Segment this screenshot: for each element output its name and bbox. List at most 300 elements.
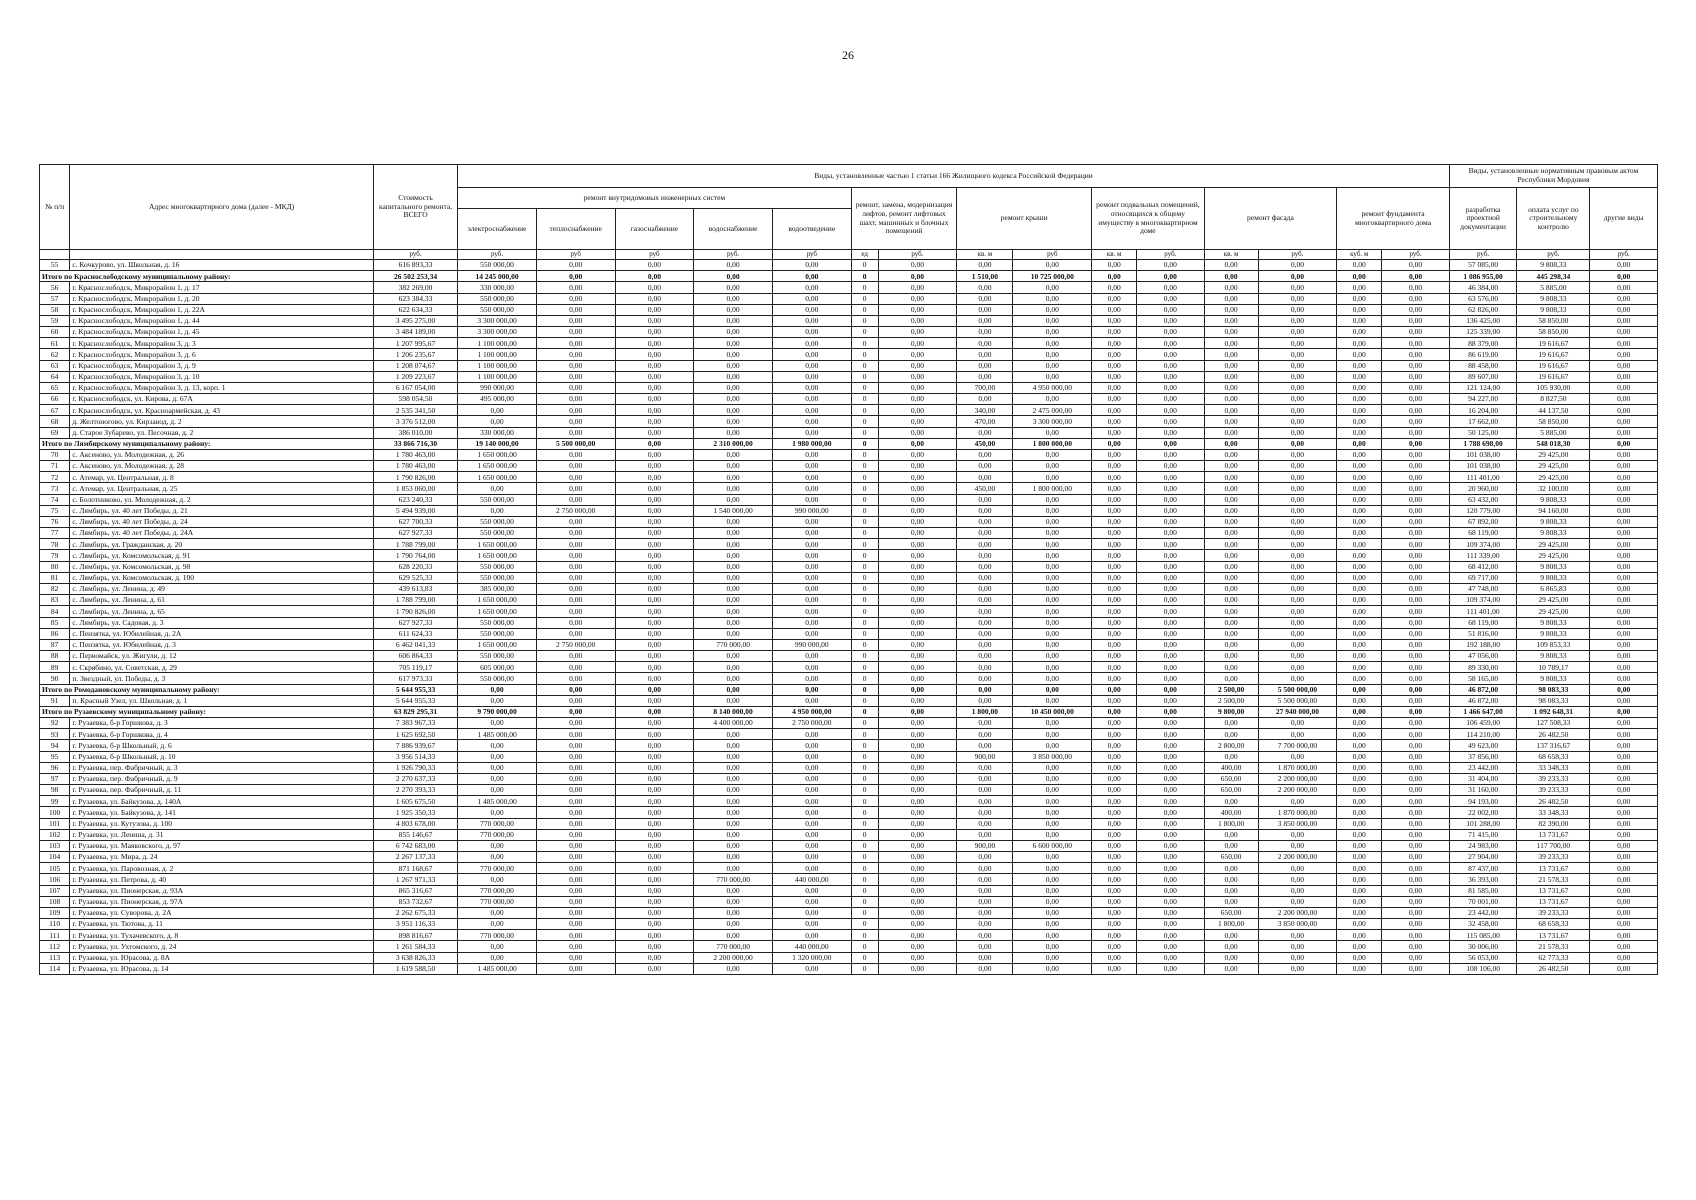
value-cell: 0,00 bbox=[1092, 461, 1137, 472]
value-cell: 0,00 bbox=[1590, 863, 1658, 874]
value-cell: 0 bbox=[851, 919, 878, 930]
value-cell: 0,00 bbox=[1337, 885, 1382, 896]
value-cell: 550 000,00 bbox=[458, 628, 537, 639]
value-cell: 0,00 bbox=[1590, 963, 1658, 974]
value-cell: 24 983,00 bbox=[1449, 840, 1516, 851]
value-cell: 0 bbox=[851, 539, 878, 550]
value-cell: 0,00 bbox=[1382, 695, 1450, 706]
district-total-label: Итого по Краснослободскому муниципальному району: bbox=[40, 271, 374, 282]
value-cell: 0,00 bbox=[1382, 617, 1450, 628]
value-cell: 0,00 bbox=[1204, 639, 1258, 650]
value-cell: 1 100 000,00 bbox=[458, 349, 537, 360]
value-cell: 0,00 bbox=[1137, 595, 1204, 606]
value-cell: 0,00 bbox=[536, 304, 615, 315]
value-cell: 0,00 bbox=[878, 907, 957, 918]
table-row bbox=[40, 673, 1658, 684]
value-cell: 0 bbox=[851, 438, 878, 449]
value-cell: 0,00 bbox=[1137, 472, 1204, 483]
value-cell: 3 951 116,33 bbox=[373, 919, 457, 930]
value-cell: 0,00 bbox=[878, 840, 957, 851]
value-cell: 617 973,33 bbox=[373, 673, 457, 684]
value-cell: 4 400 000,00 bbox=[694, 718, 773, 729]
table-row bbox=[40, 394, 1658, 405]
value-cell: 0,00 bbox=[1337, 461, 1382, 472]
row-number: 82 bbox=[40, 583, 70, 594]
value-cell: 0,00 bbox=[1092, 472, 1137, 483]
value-cell: 0,00 bbox=[1590, 852, 1658, 863]
table-row bbox=[40, 282, 1658, 293]
value-cell: 0,00 bbox=[1204, 382, 1258, 393]
table-row bbox=[40, 528, 1658, 539]
district-total-label: Итого по Лямбирскому муниципальному району: bbox=[40, 438, 374, 449]
value-cell: 1 650 000,00 bbox=[458, 639, 537, 650]
header-engineering: ремонт внутридомовых инженерных систем bbox=[458, 188, 851, 209]
value-cell: 0,00 bbox=[694, 651, 773, 662]
value-cell: 109 853,33 bbox=[1517, 639, 1590, 650]
value-cell: 8 140 000,00 bbox=[694, 706, 773, 717]
value-cell: 0,00 bbox=[772, 405, 851, 416]
value-cell: 0,00 bbox=[1382, 371, 1450, 382]
value-cell: 0,00 bbox=[615, 315, 694, 326]
value-cell: 30 006,00 bbox=[1449, 941, 1516, 952]
value-cell: 0,00 bbox=[1590, 628, 1658, 639]
value-cell: 0,00 bbox=[1092, 260, 1137, 271]
value-cell: 0,00 bbox=[536, 952, 615, 963]
value-cell: 0,00 bbox=[615, 595, 694, 606]
value-cell: 0,00 bbox=[1137, 941, 1204, 952]
value-cell: 9 808,33 bbox=[1517, 628, 1590, 639]
value-cell: 0,00 bbox=[1337, 818, 1382, 829]
value-cell: 0,00 bbox=[772, 919, 851, 930]
table-header bbox=[40, 165, 1658, 260]
value-cell: 0,00 bbox=[1337, 930, 1382, 941]
value-cell: 0,00 bbox=[536, 338, 615, 349]
value-cell: 990 000,00 bbox=[772, 639, 851, 650]
value-cell: 0,00 bbox=[1337, 639, 1382, 650]
value-cell: 0,00 bbox=[1204, 606, 1258, 617]
value-cell: 0,00 bbox=[1382, 472, 1450, 483]
value-cell: 0,00 bbox=[957, 516, 1013, 527]
row-address: г. Рузаевка, ул. Тухачевского, д. 8 bbox=[70, 930, 374, 941]
value-cell: 0,00 bbox=[957, 327, 1013, 338]
value-cell: 0,00 bbox=[1092, 684, 1137, 695]
value-cell: 0,00 bbox=[957, 338, 1013, 349]
value-cell: 0,00 bbox=[878, 941, 957, 952]
table-row bbox=[40, 516, 1658, 527]
value-cell: 29 425,00 bbox=[1517, 595, 1590, 606]
value-cell: 445 298,34 bbox=[1517, 271, 1590, 282]
row-number: 65 bbox=[40, 382, 70, 393]
table-row bbox=[40, 762, 1658, 773]
row-address: с. Лямбирь, ул. 40 лет Победы, д. 24 bbox=[70, 516, 374, 527]
value-cell: 0,00 bbox=[1204, 628, 1258, 639]
value-cell: 3 850 000,00 bbox=[1013, 751, 1092, 762]
value-cell: 0 bbox=[851, 651, 878, 662]
value-cell: 0,00 bbox=[1382, 662, 1450, 673]
row-number: 100 bbox=[40, 807, 70, 818]
value-cell: 0,00 bbox=[1337, 773, 1382, 784]
value-cell: 1 267 971,33 bbox=[373, 874, 457, 885]
row-number: 86 bbox=[40, 628, 70, 639]
value-cell: 0,00 bbox=[1092, 405, 1137, 416]
value-cell: 120 779,00 bbox=[1449, 505, 1516, 516]
value-cell: 0,00 bbox=[694, 472, 773, 483]
value-cell: 0,00 bbox=[1590, 394, 1658, 405]
value-cell: 0,00 bbox=[694, 427, 773, 438]
value-cell: 0,00 bbox=[615, 572, 694, 583]
value-cell: 1 209 223,67 bbox=[373, 371, 457, 382]
value-cell: 0,00 bbox=[772, 449, 851, 460]
value-cell: 0,00 bbox=[772, 751, 851, 762]
row-number: 64 bbox=[40, 371, 70, 382]
value-cell: 1 100 000,00 bbox=[458, 338, 537, 349]
value-cell: 0,00 bbox=[957, 773, 1013, 784]
value-cell: 94 160,00 bbox=[1517, 505, 1590, 516]
value-cell: 0,00 bbox=[1013, 863, 1092, 874]
value-cell: 0,00 bbox=[536, 785, 615, 796]
value-cell: 0,00 bbox=[1204, 360, 1258, 371]
value-cell: 0,00 bbox=[1137, 840, 1204, 851]
unit-cell: руб. bbox=[1590, 250, 1658, 260]
table-row bbox=[40, 505, 1658, 516]
value-cell: 0,00 bbox=[1013, 539, 1092, 550]
page-number: 26 bbox=[842, 48, 854, 62]
table-row bbox=[40, 382, 1658, 393]
value-cell: 1 650 000,00 bbox=[458, 550, 537, 561]
value-cell: 0,00 bbox=[1258, 304, 1337, 315]
value-cell: 0,00 bbox=[1092, 852, 1137, 863]
value-cell: 0,00 bbox=[957, 852, 1013, 863]
row-address: с. Пензятка, ул. Юбилейная, д. 3 bbox=[70, 639, 374, 650]
value-cell: 0,00 bbox=[1013, 371, 1092, 382]
value-cell: 0 bbox=[851, 907, 878, 918]
value-cell: 0,00 bbox=[615, 550, 694, 561]
value-cell: 0,00 bbox=[1204, 427, 1258, 438]
value-cell: 0 bbox=[851, 952, 878, 963]
value-cell: 0,00 bbox=[1337, 963, 1382, 974]
value-cell: 0,00 bbox=[536, 896, 615, 907]
value-cell: 0,00 bbox=[1337, 762, 1382, 773]
value-cell: 0,00 bbox=[1137, 684, 1204, 695]
value-cell: 0,00 bbox=[536, 885, 615, 896]
value-cell: 68 119,00 bbox=[1449, 617, 1516, 628]
row-number: 114 bbox=[40, 963, 70, 974]
value-cell: 0,00 bbox=[878, 818, 957, 829]
value-cell: 0 bbox=[851, 494, 878, 505]
value-cell: 0,00 bbox=[1382, 539, 1450, 550]
value-cell: 0,00 bbox=[1137, 885, 1204, 896]
value-cell: 0,00 bbox=[772, 338, 851, 349]
value-cell: 606 864,33 bbox=[373, 651, 457, 662]
value-cell: 0,00 bbox=[1137, 606, 1204, 617]
value-cell: 2 310 000,00 bbox=[694, 438, 773, 449]
row-number: 83 bbox=[40, 595, 70, 606]
value-cell: 0 bbox=[851, 840, 878, 851]
value-cell: 0,00 bbox=[878, 382, 957, 393]
table-row bbox=[40, 405, 1658, 416]
table-row bbox=[40, 472, 1658, 483]
value-cell: 0,00 bbox=[1337, 785, 1382, 796]
value-cell: 470,00 bbox=[957, 416, 1013, 427]
value-cell: 0,00 bbox=[1258, 673, 1337, 684]
value-cell: 19 616,67 bbox=[1517, 360, 1590, 371]
value-cell: 450,00 bbox=[957, 483, 1013, 494]
value-cell: 0,00 bbox=[1258, 338, 1337, 349]
value-cell: 0,00 bbox=[1382, 260, 1450, 271]
value-cell: 0,00 bbox=[615, 617, 694, 628]
value-cell: 0,00 bbox=[1258, 360, 1337, 371]
value-cell: 5 500 000,00 bbox=[536, 438, 615, 449]
table-row bbox=[40, 360, 1658, 371]
table-row bbox=[40, 941, 1658, 952]
value-cell: 0,00 bbox=[615, 919, 694, 930]
value-cell: 0 bbox=[851, 617, 878, 628]
value-cell: 0,00 bbox=[1258, 349, 1337, 360]
value-cell: 330 000,00 bbox=[458, 282, 537, 293]
value-cell: 1 320 000,00 bbox=[772, 952, 851, 963]
value-cell: 650,00 bbox=[1204, 785, 1258, 796]
value-cell: 0,00 bbox=[536, 706, 615, 717]
row-address: с. Атемар, ул. Центральная, д. 25 bbox=[70, 483, 374, 494]
value-cell: 1 650 000,00 bbox=[458, 472, 537, 483]
table-row bbox=[40, 919, 1658, 930]
value-cell: 0,00 bbox=[615, 662, 694, 673]
value-cell: 0,00 bbox=[1590, 371, 1658, 382]
value-cell: 67 892,00 bbox=[1449, 516, 1516, 527]
value-cell: 2 262 675,33 bbox=[373, 907, 457, 918]
header-basement: ремонт подвальных помещений, относящихся к общему имуществу в многоквартирном доме bbox=[1092, 188, 1204, 250]
value-cell: 0,00 bbox=[615, 394, 694, 405]
value-cell: 10 450 000,00 bbox=[1013, 706, 1092, 717]
value-cell: 0,00 bbox=[1590, 561, 1658, 572]
value-cell: 0,00 bbox=[458, 785, 537, 796]
value-cell: 0,00 bbox=[694, 840, 773, 851]
row-address: с. Первомайск, ул. Жигули, д. 12 bbox=[70, 651, 374, 662]
value-cell: 0,00 bbox=[536, 729, 615, 740]
value-cell: 0,00 bbox=[694, 896, 773, 907]
value-cell: 0,00 bbox=[536, 516, 615, 527]
unit-cell: куб. м bbox=[1337, 250, 1382, 260]
value-cell: 101 038,00 bbox=[1449, 449, 1516, 460]
value-cell: 0,00 bbox=[536, 673, 615, 684]
value-cell: 0,00 bbox=[1137, 405, 1204, 416]
unit-cell: руб. bbox=[1382, 250, 1450, 260]
value-cell: 0,00 bbox=[1092, 807, 1137, 818]
value-cell: 0,00 bbox=[1013, 941, 1092, 952]
value-cell: 0,00 bbox=[1204, 405, 1258, 416]
value-cell: 0,00 bbox=[957, 505, 1013, 516]
unit-cell: кв. м bbox=[1204, 250, 1258, 260]
value-cell: 19 616,67 bbox=[1517, 338, 1590, 349]
value-cell: 0,00 bbox=[1337, 896, 1382, 907]
value-cell: 0,00 bbox=[1204, 528, 1258, 539]
value-cell: 0,00 bbox=[878, 963, 957, 974]
value-cell: 0 bbox=[851, 583, 878, 594]
value-cell: 0,00 bbox=[536, 930, 615, 941]
table-row bbox=[40, 293, 1658, 304]
value-cell: 0,00 bbox=[772, 606, 851, 617]
value-cell: 0,00 bbox=[536, 718, 615, 729]
value-cell: 9 808,33 bbox=[1517, 561, 1590, 572]
value-cell: 2 750 000,00 bbox=[536, 505, 615, 516]
value-cell: 0,00 bbox=[615, 941, 694, 952]
value-cell: 0,00 bbox=[878, 662, 957, 673]
value-cell: 10 725 000,00 bbox=[1013, 271, 1092, 282]
value-cell: 0 bbox=[851, 662, 878, 673]
value-cell: 0,00 bbox=[878, 472, 957, 483]
value-cell: 68 658,33 bbox=[1517, 919, 1590, 930]
header-supervision: оплата услуг по строительному контролю bbox=[1517, 188, 1590, 250]
value-cell: 0,00 bbox=[694, 539, 773, 550]
value-cell: 0,00 bbox=[878, 494, 957, 505]
value-cell: 0,00 bbox=[957, 796, 1013, 807]
value-cell: 0,00 bbox=[1204, 896, 1258, 907]
value-cell: 0,00 bbox=[1137, 483, 1204, 494]
value-cell: 4 950 000,00 bbox=[1013, 382, 1092, 393]
value-cell: 13 731,67 bbox=[1517, 863, 1590, 874]
row-number: 96 bbox=[40, 762, 70, 773]
header-types-regional: Виды, установленные нормативным правовым актом Республики Мордовия bbox=[1449, 165, 1657, 188]
value-cell: 0,00 bbox=[1137, 360, 1204, 371]
value-cell: 0,00 bbox=[1590, 606, 1658, 617]
value-cell: 0,00 bbox=[536, 315, 615, 326]
value-cell: 0 bbox=[851, 785, 878, 796]
value-cell: 0,00 bbox=[1137, 930, 1204, 941]
value-cell: 0,00 bbox=[1137, 773, 1204, 784]
value-cell: 0,00 bbox=[1590, 807, 1658, 818]
value-cell: 0,00 bbox=[772, 293, 851, 304]
value-cell: 0,00 bbox=[878, 718, 957, 729]
value-cell: 0,00 bbox=[1137, 516, 1204, 527]
value-cell: 0,00 bbox=[1258, 505, 1337, 516]
value-cell: 13 731,67 bbox=[1517, 930, 1590, 941]
value-cell: 0,00 bbox=[1258, 416, 1337, 427]
value-cell: 0,00 bbox=[1013, 550, 1092, 561]
value-cell: 6 865,83 bbox=[1517, 583, 1590, 594]
header-heat: теплоснабжение bbox=[536, 209, 615, 250]
value-cell: 0,00 bbox=[1204, 751, 1258, 762]
value-cell: 0,00 bbox=[1258, 461, 1337, 472]
value-cell: 0,00 bbox=[1137, 293, 1204, 304]
value-cell: 0,00 bbox=[1092, 528, 1137, 539]
value-cell: 0,00 bbox=[1092, 651, 1137, 662]
value-cell: 0,00 bbox=[694, 550, 773, 561]
value-cell: 0,00 bbox=[1258, 617, 1337, 628]
row-address: г. Краснослободск, Микрорайон 3, д. 3 bbox=[70, 338, 374, 349]
value-cell: 0,00 bbox=[1337, 807, 1382, 818]
table-row bbox=[40, 796, 1658, 807]
value-cell: 0,00 bbox=[957, 528, 1013, 539]
value-cell: 0,00 bbox=[1382, 740, 1450, 751]
value-cell: 1 800 000,00 bbox=[1013, 438, 1092, 449]
value-cell: 0,00 bbox=[1204, 394, 1258, 405]
value-cell: 26 502 253,34 bbox=[373, 271, 457, 282]
value-cell: 0 bbox=[851, 382, 878, 393]
value-cell: 0,00 bbox=[1204, 829, 1258, 840]
value-cell: 0,00 bbox=[1092, 394, 1137, 405]
table-row bbox=[40, 461, 1658, 472]
value-cell: 0,00 bbox=[1258, 382, 1337, 393]
value-cell: 0,00 bbox=[1258, 930, 1337, 941]
value-cell: 5 500 000,00 bbox=[1258, 684, 1337, 695]
value-cell: 0,00 bbox=[1092, 773, 1137, 784]
value-cell: 47 056,00 bbox=[1449, 651, 1516, 662]
row-number: 102 bbox=[40, 829, 70, 840]
value-cell: 0,00 bbox=[694, 695, 773, 706]
row-number: 99 bbox=[40, 796, 70, 807]
value-cell: 26 482,50 bbox=[1517, 963, 1590, 974]
value-cell: 0,00 bbox=[1204, 617, 1258, 628]
value-cell: 0,00 bbox=[772, 583, 851, 594]
value-cell: 0,00 bbox=[694, 516, 773, 527]
row-number: 98 bbox=[40, 785, 70, 796]
value-cell: 9 808,33 bbox=[1517, 651, 1590, 662]
unit-cell: руб. bbox=[458, 250, 537, 260]
value-cell: 7 383 967,33 bbox=[373, 718, 457, 729]
value-cell: 0,00 bbox=[878, 394, 957, 405]
value-cell: 0,00 bbox=[1137, 673, 1204, 684]
value-cell: 990 000,00 bbox=[458, 382, 537, 393]
table-row bbox=[40, 807, 1658, 818]
value-cell: 0 bbox=[851, 628, 878, 639]
row-number: 107 bbox=[40, 885, 70, 896]
value-cell: 89 607,00 bbox=[1449, 371, 1516, 382]
header-elevators: ремонт, замена, модернизация лифтов, ремонт лифтовых шахт, машинных и блочных помещений bbox=[851, 188, 957, 250]
value-cell: 56 053,00 bbox=[1449, 952, 1516, 963]
value-cell: 0,00 bbox=[1337, 539, 1382, 550]
value-cell: 0,00 bbox=[1382, 382, 1450, 393]
value-cell: 0,00 bbox=[772, 394, 851, 405]
value-cell: 0,00 bbox=[615, 639, 694, 650]
value-cell: 0,00 bbox=[1013, 885, 1092, 896]
value-cell: 0,00 bbox=[772, 327, 851, 338]
value-cell: 0,00 bbox=[1337, 561, 1382, 572]
value-cell: 0,00 bbox=[615, 338, 694, 349]
value-cell: 3 484 189,00 bbox=[373, 327, 457, 338]
value-cell: 0,00 bbox=[1382, 773, 1450, 784]
value-cell: 0,00 bbox=[1590, 729, 1658, 740]
value-cell: 0,00 bbox=[772, 595, 851, 606]
value-cell: 0,00 bbox=[772, 461, 851, 472]
value-cell: 3 956 514,33 bbox=[373, 751, 457, 762]
value-cell: 0,00 bbox=[1204, 941, 1258, 952]
value-cell: 0,00 bbox=[1204, 461, 1258, 472]
value-cell: 0,00 bbox=[536, 271, 615, 282]
table-row bbox=[40, 349, 1658, 360]
value-cell: 0,00 bbox=[1337, 483, 1382, 494]
value-cell: 0,00 bbox=[615, 952, 694, 963]
value-cell: 0,00 bbox=[536, 695, 615, 706]
table-row bbox=[40, 572, 1658, 583]
value-cell: 0,00 bbox=[458, 416, 537, 427]
value-cell: 57 085,00 bbox=[1449, 260, 1516, 271]
value-cell: 0,00 bbox=[1337, 617, 1382, 628]
value-cell: 1 650 000,00 bbox=[458, 539, 537, 550]
value-cell: 0,00 bbox=[1590, 338, 1658, 349]
value-cell: 0,00 bbox=[1092, 863, 1137, 874]
value-cell: 0,00 bbox=[1092, 662, 1137, 673]
value-cell: 0,00 bbox=[615, 483, 694, 494]
value-cell: 108 106,00 bbox=[1449, 963, 1516, 974]
value-cell: 0,00 bbox=[536, 662, 615, 673]
value-cell: 49 623,00 bbox=[1449, 740, 1516, 751]
value-cell: 0,00 bbox=[1382, 416, 1450, 427]
value-cell: 0,00 bbox=[957, 595, 1013, 606]
value-cell: 0,00 bbox=[772, 472, 851, 483]
row-number: 103 bbox=[40, 840, 70, 851]
value-cell: 0,00 bbox=[1337, 863, 1382, 874]
value-cell: 0,00 bbox=[536, 282, 615, 293]
